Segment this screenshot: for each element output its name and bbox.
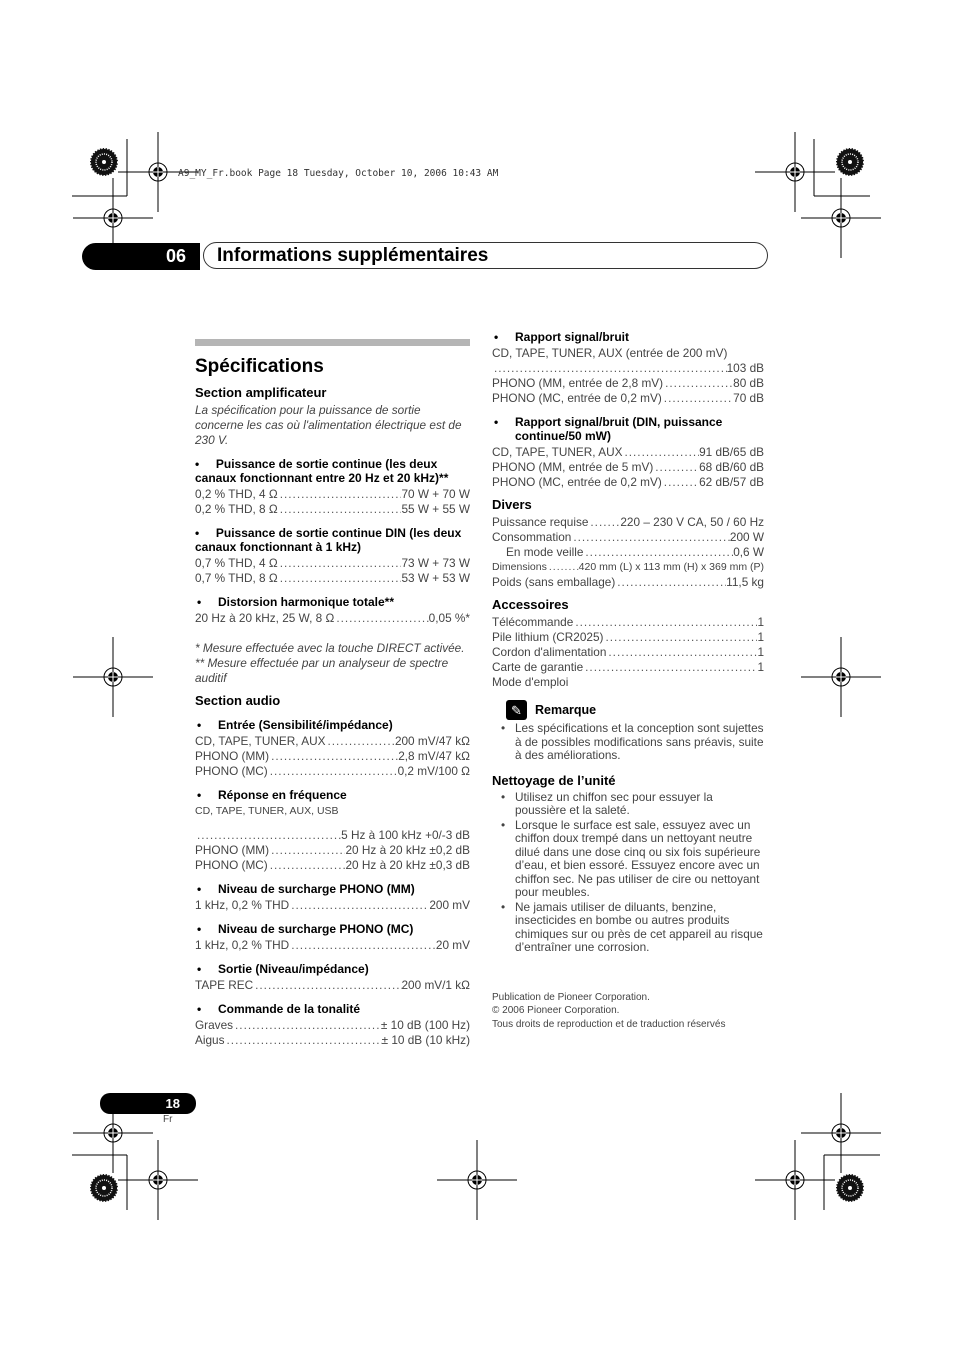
spec-row: PHONO (MM, entrée de 5 mV) ..... 68 dB/60 dB: [492, 460, 764, 475]
spec-bullet-heading: • Commande de la tonalité: [197, 1002, 361, 1016]
chapter-number-tab: 06: [82, 243, 200, 270]
spec-row: PHONO (MM) ..... 2,8 mV/47 kΩ: [195, 749, 470, 764]
spec-row: Poids (sans emballage) ..... 11,5 kg: [492, 575, 764, 590]
crosshair-icon: [73, 637, 153, 717]
spec-bullet-heading: • Sortie (Niveau/impédance): [197, 962, 369, 976]
crosshair-icon: [801, 1093, 881, 1173]
spec-row: 0,7 % THD, 4 Ω ..... 73 W + 73 W: [195, 556, 470, 571]
star-target-icon: [836, 148, 864, 176]
cleaning-list: [492, 791, 764, 955]
spec-row: Aigus ..... ± 10 dB (10 kHz): [195, 1033, 470, 1048]
spec-row: PHONO (MC, entrée de 0,2 mV) ..... 62 dB/57 dB: [492, 475, 764, 490]
page-title: Spécifications: [195, 356, 324, 377]
pencil-icon: ✎: [506, 700, 527, 720]
spec-row: Dimensions ..... 420 mm (L) x 113 mm (H) x 369 mm (P): [492, 560, 764, 575]
spec-row: PHONO (MC) ..... 20 Hz à 20 kHz ±0,3 dB: [195, 858, 470, 873]
crosshair-icon: [755, 132, 835, 212]
print-info-line: A9_MY_Fr.book Page 18 Tuesday, October 10, 2006 10:43 AM: [178, 168, 499, 179]
spec-row: Mode d'emploi: [492, 675, 569, 689]
spec-row: Graves ..... ± 10 dB (100 Hz): [195, 1018, 470, 1033]
spec-row: Consommation ..... 200 W: [492, 530, 764, 545]
spec-bullet-heading: • Puissance de sortie continue (les deux canaux fonctionnant entre 20 Hz et 20 kHz)**: [195, 457, 449, 485]
spec-row: PHONO (MC) ..... 0,2 mV/100 Ω: [195, 764, 470, 779]
footer-line: Tous droits de reproduction et de traduction réservés: [492, 1018, 726, 1030]
section-bar: [195, 339, 470, 346]
spec-row: Cordon d'alimentation ..... 1: [492, 645, 764, 660]
accessories-heading: Accessoires: [492, 597, 569, 612]
crosshair-icon: [801, 178, 881, 258]
audio-heading: Section audio: [195, 693, 281, 708]
spec-row: En mode veille ..... 0,6 W: [492, 545, 764, 560]
spec-bullet-heading: • Distorsion harmonique totale**: [197, 595, 395, 609]
list-item: • Ne jamais utiliser de diluants, benzine, insecticides en bombe ou autres produits chimiques sur ou près de cet appareil au risque d’entraîner une corrosion.: [501, 899, 763, 954]
footnote: * Mesure effectuée avec la touche DIRECT activée.: [195, 641, 465, 655]
star-target-icon: [836, 1174, 864, 1202]
spec-row: 1 kHz, 0,2 % THD ..... 200 mV: [195, 898, 470, 913]
amp-heading: Section amplificateur: [195, 385, 327, 400]
spec-row: TAPE REC ..... 200 mV/1 kΩ: [195, 978, 470, 993]
spec-row: 20 Hz à 20 kHz, 25 W, 8 Ω ..... 0,05 %*: [195, 611, 470, 626]
spec-bullet-heading: • Puissance de sortie continue DIN (les deux canaux fonctionnant à 1 kHz): [195, 526, 462, 554]
spec-row: CD, TAPE, TUNER, AUX ..... 91 dB/65 dB: [492, 445, 764, 460]
spec-row: PHONO (MM, entrée de 2,8 mV) ..... 80 dB: [492, 376, 764, 391]
crosshair-icon: [801, 637, 881, 717]
spec-row: PHONO (MM) ..... 20 Hz à 20 kHz ±0,2 dB: [195, 843, 470, 858]
page-language: Fr: [163, 1114, 173, 1125]
cleaning-heading: Nettoyage de l’unité: [492, 772, 616, 788]
star-target-icon: [90, 148, 118, 176]
spec-bullet-heading: • Réponse en fréquence: [197, 788, 347, 802]
amp-note: La spécification pour la puissance de sortie concerne les cas où l'alimentation électrique est de 230 V.: [195, 403, 462, 447]
crosshair-icon: [437, 1140, 517, 1220]
list-item: • Les spécifications et la conception sont sujettes à de possibles modifications sans préavis, suite à des améliorations.: [501, 721, 764, 762]
spec-row: PHONO (MC, entrée de 0,2 mV) ..... 70 dB: [492, 391, 764, 406]
spec-row: 0,7 % THD, 8 Ω ..... 53 W + 53 W: [195, 571, 470, 586]
crosshair-icon: [118, 1140, 198, 1220]
footer-line: Publication de Pioneer Corporation.: [492, 991, 650, 1003]
spec-bullet-heading: • Entrée (Sensibilité/impédance): [197, 718, 393, 732]
spec-bullet-heading: • Niveau de surcharge PHONO (MM): [197, 882, 415, 896]
right-column: [492, 330, 764, 1031]
spec-bullet-heading: • Rapport signal/bruit (DIN, puissance continue/50 mW): [494, 415, 723, 443]
footnote: ** Mesure effectuée par un analyseur de spectre auditif: [195, 656, 449, 685]
spec-row: Télécommande ..... 1: [492, 615, 764, 630]
chapter-title: Informations supplémentaires: [203, 242, 768, 269]
note-list: [492, 722, 764, 763]
crosshair-icon: [755, 1140, 835, 1220]
footer-line: © 2006 Pioneer Corporation.: [492, 1005, 620, 1016]
spec-row: Puissance requise ..... 220 – 230 V CA, 50 / 60 Hz: [492, 515, 764, 530]
note-header: [492, 700, 764, 720]
spec-row: 0,2 % THD, 4 Ω ..... 70 W + 70 W: [195, 487, 470, 502]
note-heading: Remarque: [535, 702, 597, 717]
spec-row: Pile lithium (CR2025) ..... 1: [492, 630, 764, 645]
divers-heading: Divers: [492, 497, 532, 512]
spec-row: ..... 103 dB: [492, 361, 764, 376]
spec-bullet-heading: • Rapport signal/bruit: [494, 330, 629, 344]
left-column: [195, 339, 470, 1048]
spec-row: 1 kHz, 0,2 % THD ..... 20 mV: [195, 938, 470, 953]
spec-row: 0,2 % THD, 8 Ω ..... 55 W + 55 W: [195, 502, 470, 517]
spec-subline: CD, TAPE, TUNER, AUX (entrée de 200 mV): [492, 346, 728, 360]
spec-subline: CD, TAPE, TUNER, AUX, USB: [195, 805, 339, 817]
page-number: 18: [100, 1093, 196, 1114]
list-item: • Lorsque le surface est sale, essuyez avec un chiffon doux trempé dans un nettoyant neutre dilué dans une dose cinq ou six fois supérieure d’eau, et bien essoré. Essuyez encore avec un chiffon sec. Ne pas utiliser de cire ou nettoyant pour meubles.: [501, 817, 761, 899]
list-item: • Utilisez un chiffon sec pour essuyer la poussière et la saleté.: [501, 789, 713, 817]
spec-row: CD, TAPE, TUNER, AUX ..... 200 mV/47 kΩ: [195, 734, 470, 749]
star-target-icon: [90, 1174, 118, 1202]
spec-row: ..... 5 Hz à 100 kHz +0/-3 dB: [195, 828, 470, 843]
spec-bullet-heading: • Niveau de surcharge PHONO (MC): [197, 922, 414, 936]
spec-row: Carte de garantie ..... 1: [492, 660, 764, 675]
publisher-footer: [492, 991, 764, 1032]
